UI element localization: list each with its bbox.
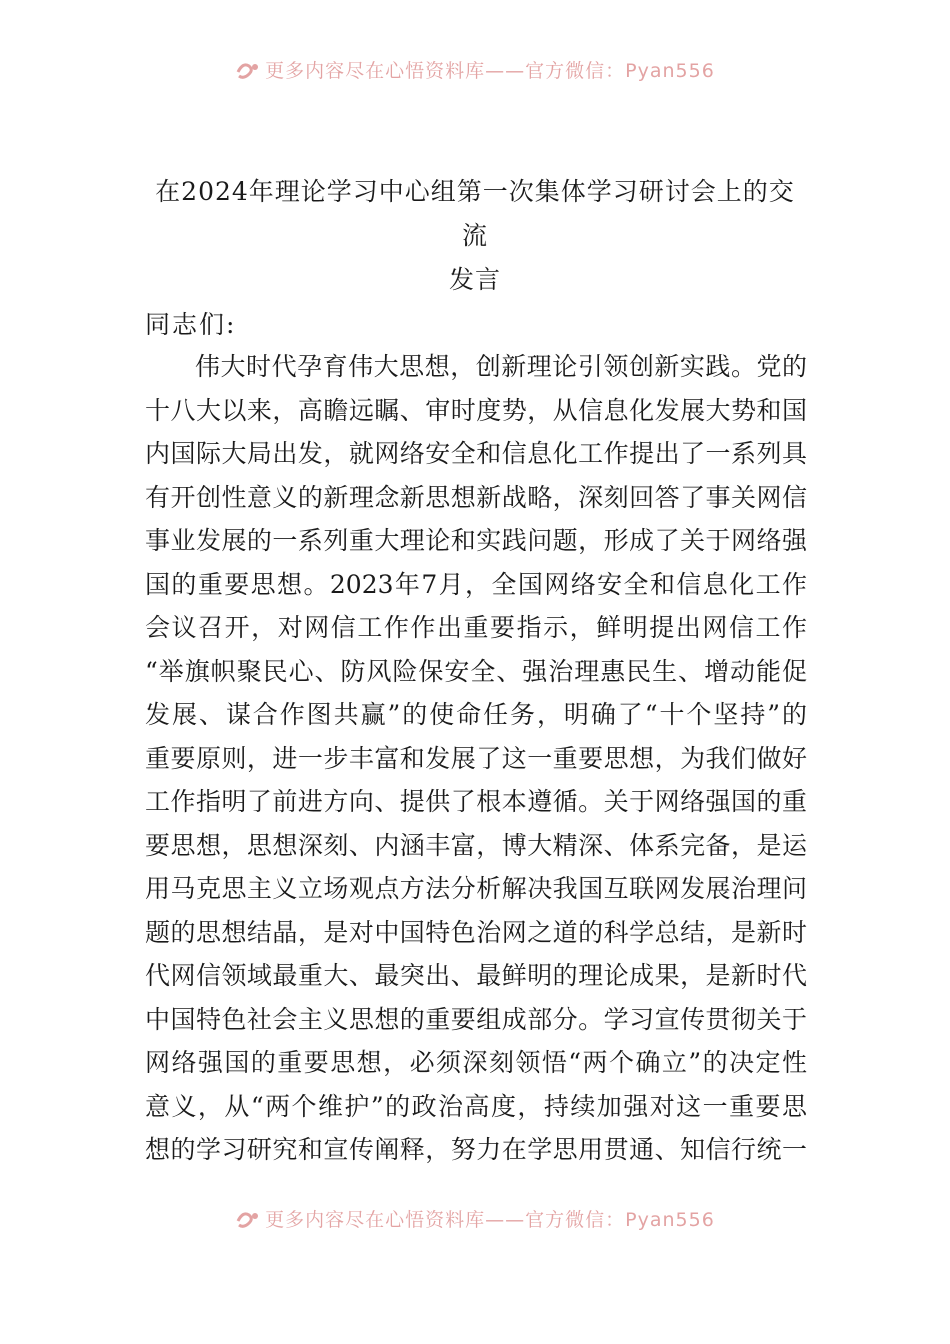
body-line: 伟大时代孕育伟大思想，创新理论引领创新实践。党的 — [195, 352, 807, 381]
watermark-text: 更多内容尽在心悟资料库——官方微信：Pyan556 — [265, 60, 715, 82]
salutation: 同志们: — [145, 310, 237, 339]
header-watermark — [0, 56, 950, 85]
body-line: 中国特色社会主义思想的重要组成部分。学习宣传贯彻关于 — [145, 1004, 807, 1034]
body-line: 意义，从“两个维护”的政治高度，持续加强对这一重要思 — [145, 1091, 807, 1121]
body-line: 网络强国的重要思想，必须深刻领悟“两个确立”的决定性 — [145, 1048, 807, 1077]
body-line: 用马克思主义立场观点方法分析解决我国互联网发展治理问 — [145, 874, 807, 903]
body-line: 工作指明了前进方向、提供了根本遵循。关于网络强国的重 — [145, 787, 807, 816]
title-line: 在2024年理论学习中心组第一次集体学习研讨会上的交流 — [155, 177, 795, 250]
body-line: 国的重要思想。2023年7月，全国网络安全和信息化工作 — [145, 569, 807, 599]
body-line: 会议召开，对网信工作作出重要指示，鲜明提出网信工作 — [145, 613, 807, 642]
body-line: 发展、谋合作图共赢”的使命任务，明确了“十个坚持”的 — [145, 700, 807, 729]
watermark-logo-icon — [235, 1209, 261, 1234]
body-line: 题的思想结晶，是对中国特色治网之道的科学总结，是新时 — [145, 917, 807, 947]
watermark-logo-icon — [235, 60, 261, 85]
body-line: 事业发展的一系列重大理论和实践问题，形成了关于网络强 — [145, 526, 807, 555]
title-line: 发言 — [448, 265, 501, 294]
body-line: 重要原则，进一步丰富和发展了这一重要思想，为我们做好 — [145, 743, 807, 773]
body-line: 有开创性意义的新理念新思想新战略，深刻回答了事关网信 — [145, 482, 807, 512]
body-line: 十八大以来，高瞻远瞩、审时度势，从信息化发展大势和国 — [145, 395, 807, 425]
body-line: 要思想，思想深刻、内涵丰富，博大精深、体系完备，是运 — [145, 830, 807, 860]
body-line: “举旗帜聚民心、防风险保安全、强治理惠民生、增动能促 — [145, 656, 807, 686]
footer-watermark — [0, 1205, 950, 1234]
document-body — [145, 345, 807, 1172]
body-line: 想的学习研究和宣传阐释，努力在学思用贯通、知信行统一 — [145, 1135, 807, 1164]
document-title — [145, 170, 805, 302]
watermark-text: 更多内容尽在心悟资料库——官方微信：Pyan556 — [265, 1209, 715, 1231]
body-line: 代网信领域最重大、最突出、最鲜明的理论成果，是新时代 — [145, 961, 807, 990]
body-line: 内国际大局出发，就网络安全和信息化工作提出了一系列具 — [145, 439, 807, 468]
